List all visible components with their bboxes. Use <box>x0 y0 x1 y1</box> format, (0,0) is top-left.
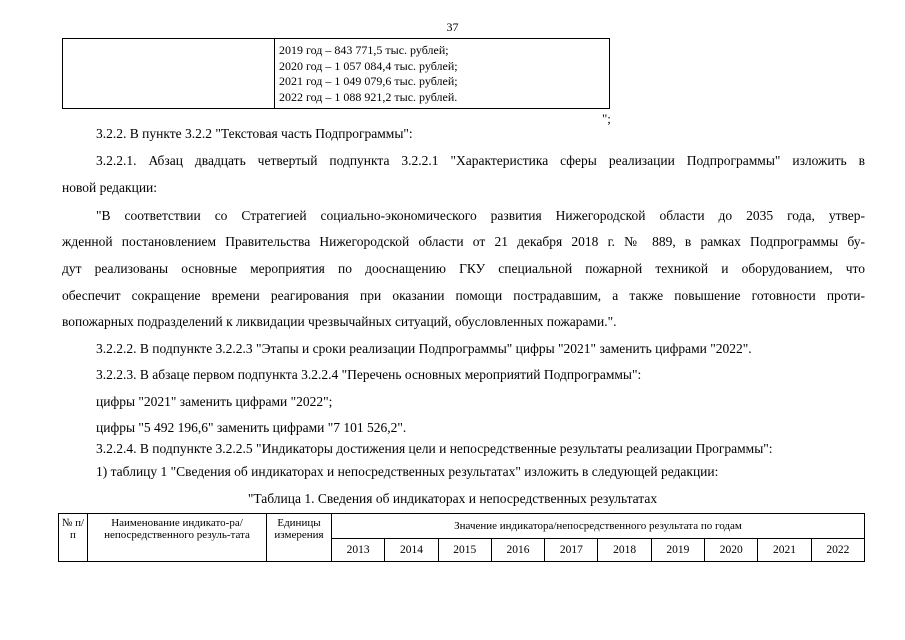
header-units: Единицы измерения <box>267 514 332 562</box>
paragraph-table-intro: 1) таблицу 1 "Сведения об индикаторах и непосредственных результатах" изложить в следующей редакции: <box>96 464 719 479</box>
replace-line-2: цифры "5 492 196,6" заменить цифрами "7 101 526,2". <box>96 420 407 435</box>
year-header: 2014 <box>385 539 438 562</box>
replace-line-1: цифры "2021" заменить цифрами "2022"; <box>96 394 333 409</box>
indicator-table <box>58 513 865 562</box>
header-indicator-name: Наименование индикато-ра/непосредственного резуль-тата <box>88 514 267 562</box>
closing-quote: "; <box>602 111 611 126</box>
year-header: 2021 <box>758 539 811 562</box>
quote-line-4: обеспечит сокращение времени реагирования при оказании помощи пострадавшим, а также повышение готовности проти- <box>62 288 865 303</box>
paragraph-3-2-2-3: 3.2.2.3. В абзаце первом подпункта 3.2.2.4 "Перечень основных мероприятий Подпрограммы": <box>96 367 642 382</box>
funding-line-2020: 2020 год – 1 057 084,4 тыс. рублей; <box>279 58 458 73</box>
year-header: 2018 <box>598 539 651 562</box>
year-header: 2015 <box>438 539 491 562</box>
paragraph-3-2-2: 3.2.2. В пункте 3.2.2 "Текстовая часть Подпрограммы": <box>96 126 413 141</box>
paragraph-3-2-2-1-line2: новой редакции: <box>62 180 158 195</box>
funding-line-2019: 2019 год – 843 771,5 тыс. рублей; <box>279 43 449 57</box>
paragraph-3-2-2-4: 3.2.2.4. В подпункте 3.2.2.5 "Индикаторы достижения цели и непосредственные результаты реализации Программы": <box>96 441 773 456</box>
year-header: 2017 <box>545 539 598 562</box>
year-header: 2016 <box>491 539 544 562</box>
header-number: № п/п <box>59 514 88 562</box>
header-values-by-year: Значение индикатора/непосредственного результата по годам <box>332 514 865 539</box>
year-header: 2013 <box>332 539 385 562</box>
paragraph-3-2-2-2: 3.2.2.2. В подпункте 3.2.2.3 "Этапы и сроки реализации Подпрограммы" цифры "2021" заменить цифрами "2022". <box>96 341 752 356</box>
page-number: 37 <box>446 20 459 34</box>
funding-table-years-cell <box>275 39 610 109</box>
paragraph-3-2-2-1-line1: 3.2.2.1. Абзац двадцать четвертый подпункта 3.2.2.1 "Характеристика сферы реализации Подпрограммы" изложить в <box>96 153 865 168</box>
year-header: 2022 <box>811 539 864 562</box>
quote-line-3: дут реализованы основные мероприятия по дооснащению ГКУ специальной пожарной техникой и оборудованием, что <box>62 261 865 276</box>
table-title: "Таблица 1. Сведения об индикаторах и непосредственных результатах <box>247 491 658 506</box>
funding-line-2021: 2021 год – 1 049 079,6 тыс. рублей; <box>279 74 458 88</box>
quote-line-5: вопожарных подразделений к ликвидации чрезвычайных ситуаций, обусловленных пожарами.". <box>62 314 617 329</box>
year-header: 2019 <box>651 539 704 562</box>
funding-line-2022: 2022 год – 1 088 921,2 тыс. рублей. <box>279 89 458 104</box>
quote-line-2: жденной постановлением Правительства Нижегородской области от 21 декабря 2018 г. № 889, в рамках Подпрограммы бу- <box>62 234 865 249</box>
year-header: 2020 <box>705 539 758 562</box>
funding-table-empty-cell <box>63 39 275 109</box>
funding-table <box>62 38 610 109</box>
quote-line-1: "В соответствии со Стратегией социально-экономического развития Нижегородской области до 2035 года, утвер- <box>96 208 865 223</box>
